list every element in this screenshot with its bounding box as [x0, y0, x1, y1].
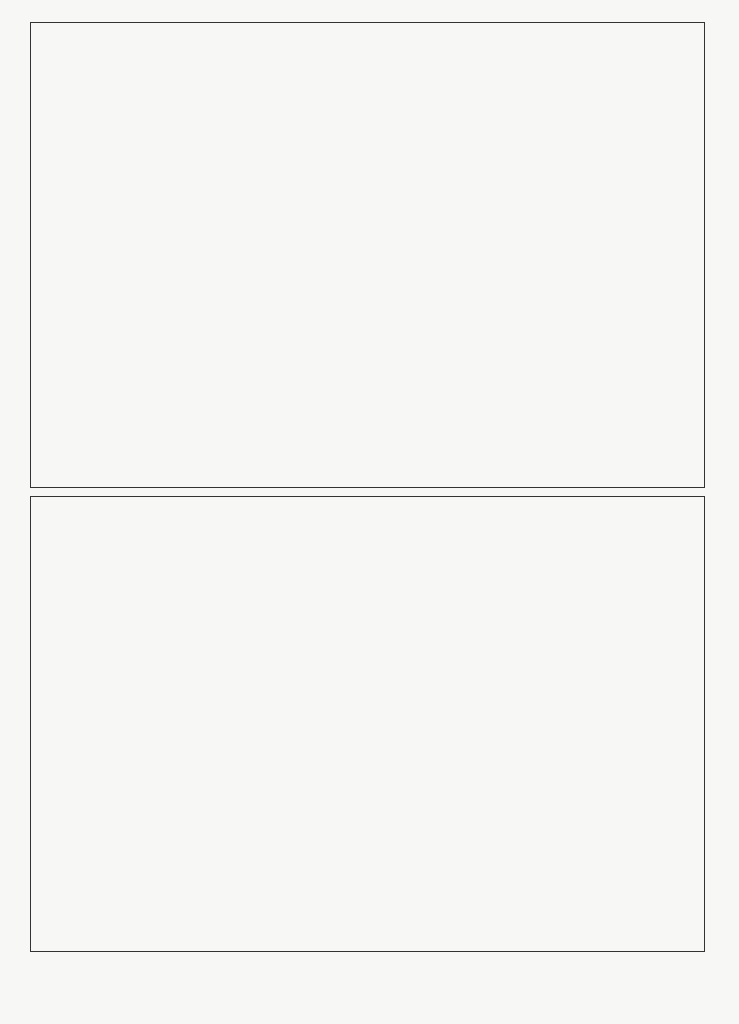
roster-table-top — [30, 22, 705, 488]
roster-table-bottom — [30, 496, 705, 952]
